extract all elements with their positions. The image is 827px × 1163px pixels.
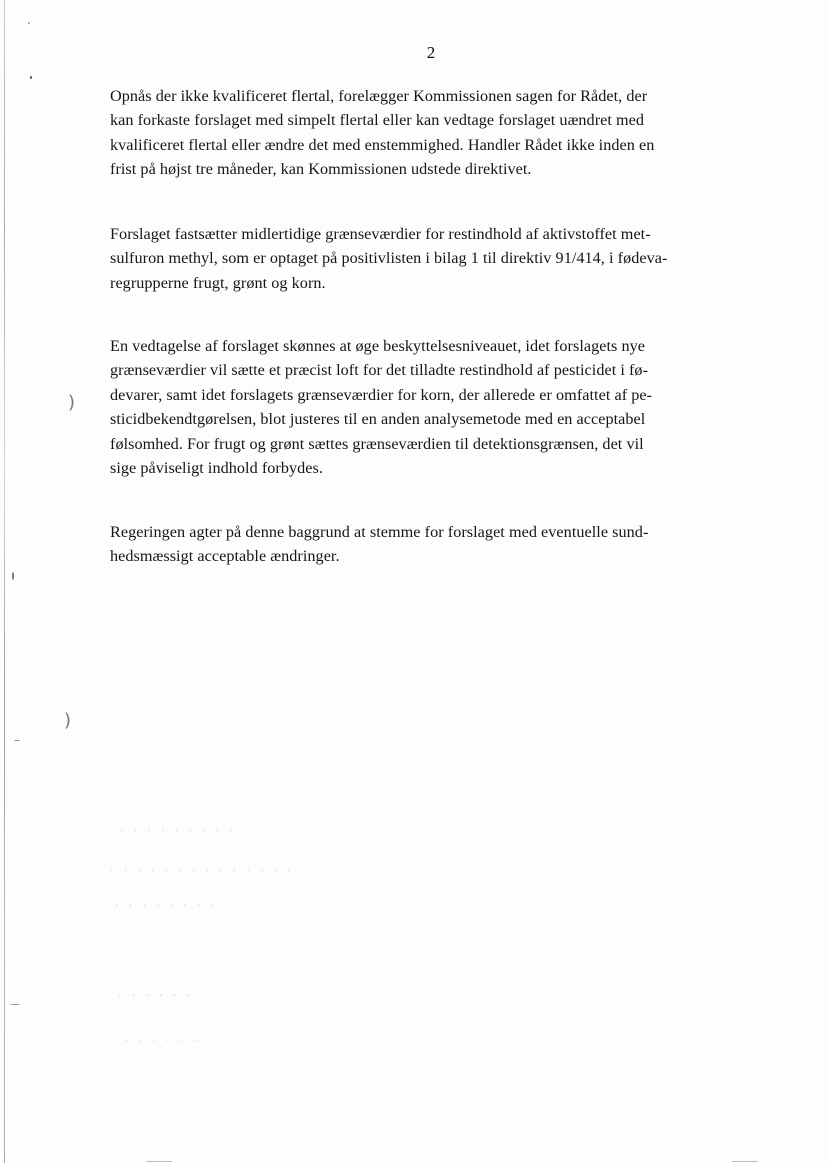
text-line: hedsmæssigt acceptable ændringer. xyxy=(110,547,340,566)
show-through-artifact: . . . . . . . . . . . . . . xyxy=(110,860,294,874)
scan-speck xyxy=(12,572,14,580)
paragraph-government-position xyxy=(110,520,750,569)
scan-bottom-mark xyxy=(146,1161,172,1162)
scan-bracket-mark: ) xyxy=(68,392,76,413)
show-through-artifact: . . . . . . . . . xyxy=(120,820,236,834)
scan-speck xyxy=(28,22,30,24)
text-line: følsomhed. For frugt og grønt sættes grænseværdien til detektionsgrænsen, det vil xyxy=(110,434,644,453)
scan-bottom-mark xyxy=(732,1161,758,1162)
text-line: sticidbekendtgørelsen, blot justeres til en anden analysemetode med en acceptabel xyxy=(110,410,646,429)
show-through-artifact: . . . . . . xyxy=(125,1030,200,1044)
text-line: kvalificeret flertal eller ændre det med enstemmighed. Handler Rådet ikke inden en xyxy=(110,135,655,154)
text-line: Forslaget fastsætter midlertidige grænseværdier for restindhold af aktivstoffet met- xyxy=(110,225,651,243)
text-line: frist på højst tre måneder, kan Kommissionen udstede direktivet. xyxy=(110,160,532,179)
show-through-artifact: . . . . . . xyxy=(118,985,193,999)
scan-speck xyxy=(30,76,32,79)
text-line: Regeringen agter på denne baggrund at stemme for forslaget med eventuelle sund- xyxy=(110,523,649,541)
paragraph-qualified-majority xyxy=(110,84,750,182)
scan-bracket-mark: ) xyxy=(64,710,72,731)
text-line: sige påviseligt indhold forbydes. xyxy=(110,459,323,478)
paragraph-protection-level xyxy=(110,334,750,480)
text-line: En vedtagelse af forslaget skønnes at øge beskyttelsesniveauet, idet forslagets nye xyxy=(110,337,646,355)
page-number: 2 xyxy=(426,43,436,62)
scan-speck xyxy=(10,1004,20,1005)
show-through-artifact: . . . . . . . . xyxy=(115,895,218,909)
paragraph-proposal-limits xyxy=(110,222,750,295)
scan-speck xyxy=(14,740,20,741)
text-line: regrupperne frugt, grønt og korn. xyxy=(110,273,326,292)
text-line: Opnås der ikke kvalificeret flertal, forelægger Kommissionen sagen for Rådet, der xyxy=(110,87,648,105)
text-line: grænseværdier vil sætte et præcist loft for det tilladte restindhold af pesticidet i fø- xyxy=(110,361,649,380)
text-line: devarer, samt idet forslagets grænseværdier for korn, der allerede er omfattet af pe- xyxy=(110,385,653,404)
scan-edge-line xyxy=(4,0,5,1163)
text-line: kan forkaste forslaget med simpelt flertal eller kan vedtage forslaget uændret med xyxy=(110,111,645,130)
text-line: sulfuron methyl, som er optaget på positivlisten i bilag 1 til direktiv 91/414, i fødeva- xyxy=(110,249,668,268)
